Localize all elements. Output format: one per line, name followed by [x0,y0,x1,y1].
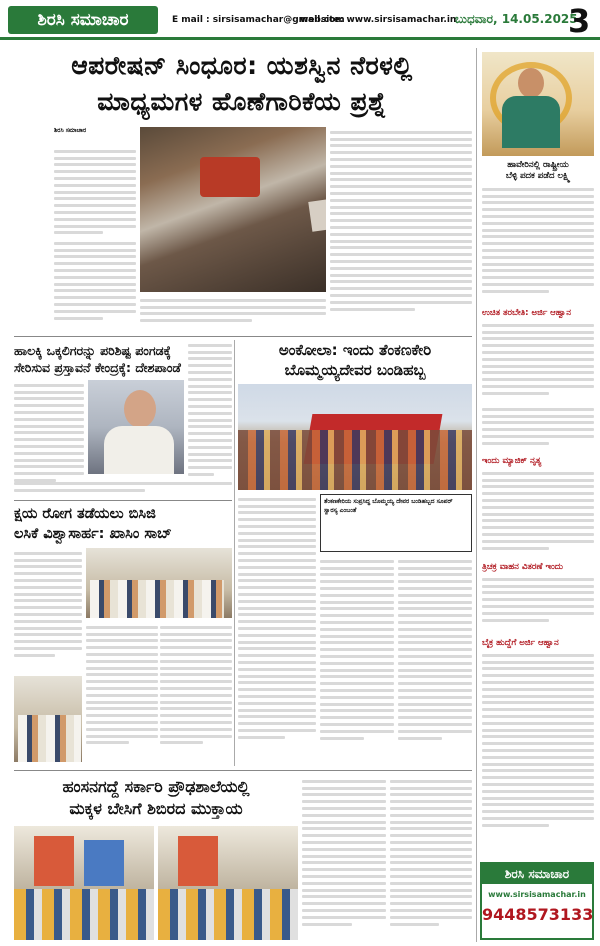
ankola-column-1 [238,494,316,766]
page-number: 3 [568,2,591,40]
hubli-column-1 [14,380,84,490]
tb-column-1 [14,548,82,668]
sidebar-brief-2 [482,468,594,558]
ankola-photo-festival [238,384,472,490]
sidebar-brief-2-title: ಇಂದು ಮ್ಯಾಜಿಕ್ ನೃತ್ಯ [482,456,542,466]
tb-photo-group [86,548,232,618]
hubli-column-2 [188,340,232,500]
rule-3 [14,770,472,771]
school-column-2 [390,776,472,940]
sidebar-caption-1: ಹಾವೇರಿನಲ್ಲಿ ರಾಷ್ಟ್ರೀಯ [507,160,569,170]
tb-column-3 [160,622,232,762]
ankola-highlight-box: ತೆಂಕಣಕೇರಿಯ ಸುಪ್ರಸಿದ್ಧ ಬೊಮ್ಮಯ್ಯ ದೇವರ ಬಂಡಿಹಬ್ಬದ ಸೂಪರ್ ಸ್ವಾರಸ್ಯ ಎಂಬಂತೆ [320,494,472,552]
sidebar-brief-4-title: ಬೈಕ್ರ ಹುದ್ದೆಗೆ ಅರ್ಜಿ ಆಹ್ವಾನ [482,638,559,648]
rule-2 [14,500,232,501]
hubli-headline-line1: ಹಾಲಕ್ಕಿ ಒಕ್ಕಲಿಗರನ್ನು ಪರಿಶಿಷ್ಟ ಪಂಗಡಕ್ಕೆ [14,343,171,358]
sidebar-brief-1-title: ಉಚಿತ ತರಬೇತಿ: ಅರ್ಜಿ ಆಹ್ವಾನ [482,308,571,318]
sidebar-brief-1 [482,320,594,404]
ad-phone: 9448573133 [482,905,594,924]
sidebar-photo-athlete [482,52,594,156]
tb-headline-line2: ಲಸಿಕೆ ವಿಶ್ವಾಸಾರ್ಹ: ಖಾಸಿಂ ಸಾಬ್ [14,526,172,542]
school-column-1 [302,776,386,940]
sidebar-story-1 [482,184,594,304]
school-headline-line1: ಹಂಸನಗದ್ದೆ ಸರ್ಕಾರಿ ಪ್ರೌಢಶಾಲೆಯಲ್ಲಿ [62,777,250,796]
sidebar-ad [480,862,594,940]
school-photo-art [14,826,154,940]
ankola-column-2 [320,556,394,766]
school-headline [14,776,298,820]
tb-headline-line1: ಕ್ಷಯ ರೋಗ ತಡೆಯಲು ಬಿಸಿಜಿ [14,506,156,522]
masthead-logo: ಶಿರಸಿ ಸಮಾಚಾರ [8,6,158,34]
ankola-headline [238,340,472,380]
rule-1 [14,336,472,337]
hubli-photo-portrait [88,380,184,474]
lead-photo-caption [140,295,326,331]
sidebar-brief-3 [482,574,594,634]
sidebar-brief-1b [482,404,594,454]
masthead-date: ಬುಧವಾರ, 14.05.2025 [455,12,578,26]
hubli-headline-line2: ಸೇರಿಸುವ ಪ್ರಸ್ತಾವನೆ ಕೇಂದ್ರಕ್ಕೆ: ದೇಶಪಾಂಡೆ [14,360,181,375]
sidebar-caption-2: ಬೆಳ್ಳಿ ಪದಕ ಪಡೆದ ಲಕ್ಷ್ಮಿ [505,171,571,181]
masthead-website: website: www.sirsisamachar.in [300,15,457,25]
lead-byline [54,127,136,147]
lead-photo-crash-site [140,127,326,292]
school-headline-line2: ಮಕ್ಕಳ ಬೇಸಿಗೆ ಶಿಬಿರದ ಮುಕ್ತಾಯ [69,799,243,818]
ankola-headline-line2: ಬೊಮ್ಮಯ್ಯದೇವರ ಬಂಡಿಹಬ್ಬ [284,361,426,379]
sidebar-brief-4 [482,650,594,856]
tb-photo-event [14,676,82,762]
lead-column-1b [54,238,136,330]
lead-headline-line2: ಮಾಧ್ಯಮಗಳ ಹೊಣೆಗಾರಿಕೆಯ ಪ್ರಶ್ನೆ [97,87,387,116]
school-photo-students [158,826,298,940]
sidebar-brief-3-title: ತ್ರಿಚಕ್ರ ವಾಹನ ವಿತರಣೆ ಇಂದು [482,562,563,572]
lead-byline-text: ಶಿರಸಿ ಸಮಾಚಾರ [54,127,87,134]
ad-website: www.sirsisamachar.in [488,890,586,899]
lead-column-1 [54,146,136,236]
middle-divider [234,340,235,766]
lead-headline [14,48,470,122]
tb-column-2 [86,622,158,762]
tb-headline [14,504,232,544]
ankola-column-3 [398,556,472,766]
masthead-email: E mail : sirsisamachar@gmail.com [172,15,345,25]
lead-column-2 [330,127,472,332]
lead-headline-line1: ಆಪರೇಷನ್ ಸಿಂಧೂರ: ಯಶಸ್ವಿನ ನೆರಳಲ್ಲಿ [71,51,413,80]
sidebar-divider [476,48,477,942]
masthead [0,0,600,40]
ad-title: ಶಿರಸಿ ಸಮಾಚಾರ [482,864,592,884]
ankola-headline-line1: ಅಂಕೋಲಾ: ಇಂದು ತೆಂಕಣಕೇರಿ [278,341,432,359]
hubli-column-3 [14,478,232,496]
